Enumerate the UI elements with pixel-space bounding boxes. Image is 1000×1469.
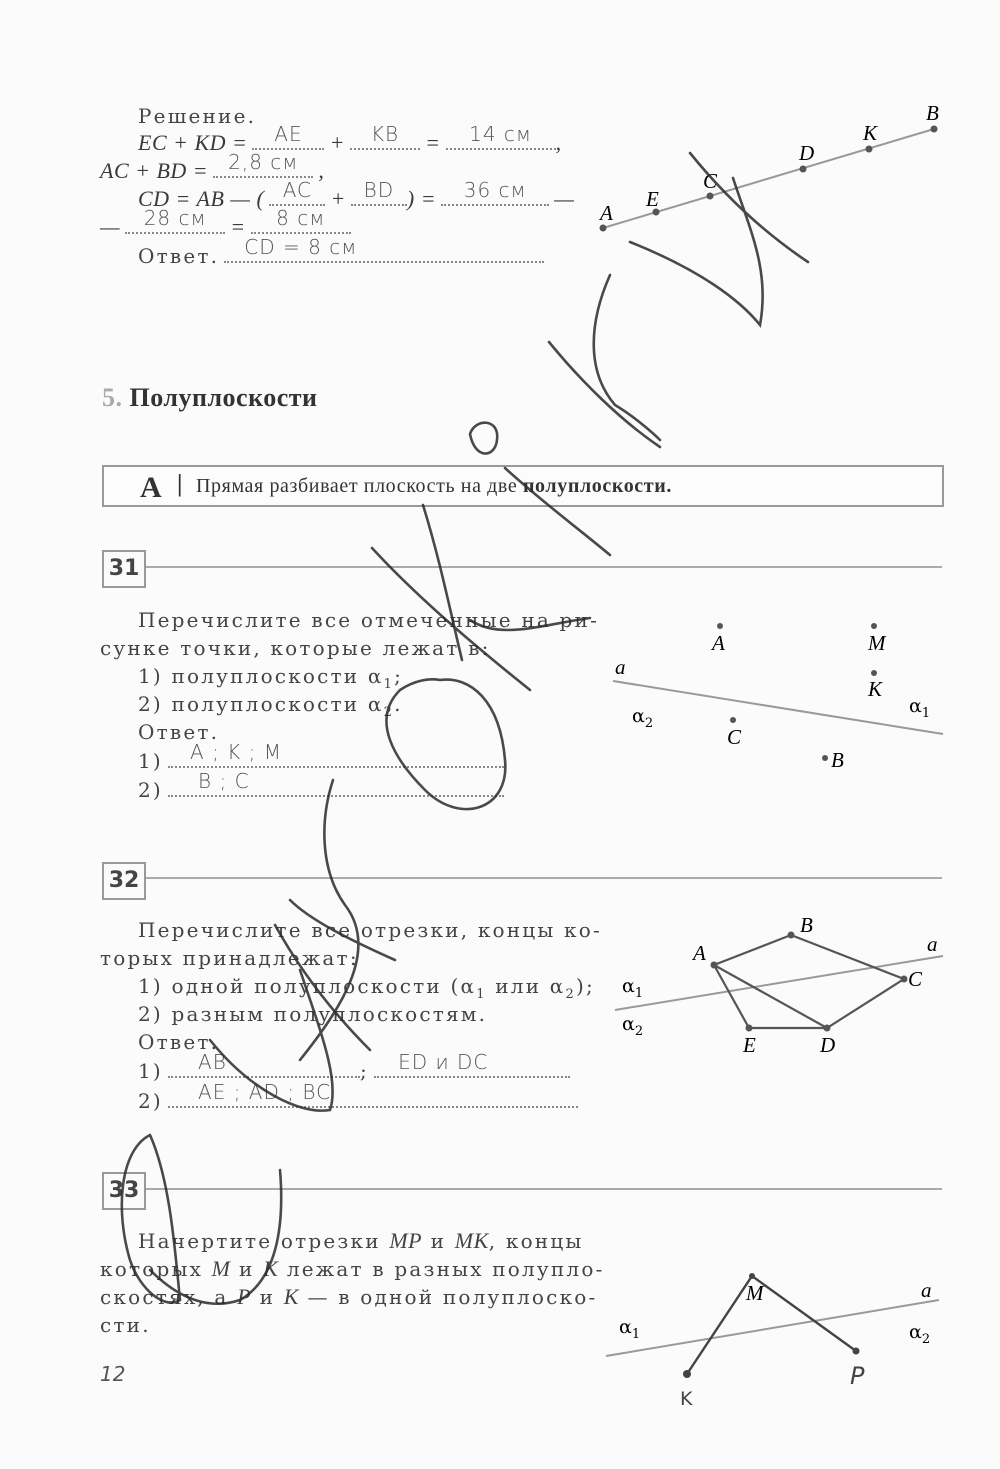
point-label: K — [868, 677, 883, 701]
point-label: B — [800, 913, 813, 937]
point-label: A — [693, 941, 706, 965]
answer-number: 1) — [138, 749, 163, 773]
scribble-stroke — [505, 468, 610, 555]
line-label: a — [921, 1278, 932, 1302]
exercise-number: 33 — [102, 1172, 146, 1210]
point — [931, 126, 938, 133]
expr: CD = AB — ( — [138, 186, 265, 211]
math: K — [263, 1256, 279, 1281]
alpha1-label — [909, 695, 930, 721]
point-k — [683, 1370, 691, 1378]
subscript: 2 — [921, 1332, 931, 1347]
punct: , — [555, 130, 562, 155]
line-a — [613, 681, 943, 734]
scribble-letter-o — [470, 423, 497, 454]
text: лежат в разных полупло- — [278, 1257, 605, 1281]
point-m — [871, 623, 877, 629]
point-label: A — [600, 201, 613, 225]
operator: = — [425, 130, 441, 155]
text: — в одной полуплоско- — [298, 1285, 598, 1309]
subscript: 2 — [644, 716, 654, 731]
exercise-number: 31 — [102, 550, 146, 588]
alpha: α — [909, 695, 922, 717]
scribble-stroke — [594, 275, 660, 440]
punct: ); — [576, 974, 595, 998]
point-d — [824, 1025, 831, 1032]
handwritten-answer: CD = 8 см — [244, 235, 358, 259]
point — [800, 166, 807, 173]
point-label: E — [646, 187, 659, 211]
text: скостях, а — [100, 1285, 238, 1309]
exercise-item: 2) разным полуплоскостям. — [138, 1002, 488, 1026]
point-label: D — [799, 141, 815, 165]
scribble-stroke — [423, 505, 462, 660]
handwritten-point-label: P — [850, 1362, 865, 1390]
point-b — [822, 755, 828, 761]
scribble-stroke — [290, 900, 395, 960]
line-label: a — [615, 655, 626, 679]
handwritten-answer: AE — [274, 122, 303, 146]
alpha: α — [622, 1013, 635, 1035]
drawn-segments — [687, 1276, 856, 1374]
item-text: 1) одной полуплоскости (α — [138, 974, 477, 998]
exercise-text: сунке точки, которые лежат в: — [100, 636, 491, 660]
point-label: D — [820, 1033, 836, 1057]
point-label: M — [746, 1281, 764, 1305]
alpha1-label — [619, 1316, 640, 1342]
subscript: 1 — [631, 1327, 641, 1342]
text: , концы — [488, 1229, 584, 1253]
point — [600, 225, 607, 232]
punct: ; — [360, 1059, 369, 1083]
rule-letter: A — [140, 471, 162, 504]
point — [866, 146, 873, 153]
math: MP — [389, 1228, 423, 1253]
subscript: 2 — [565, 987, 576, 1002]
handwritten-answer: A ; K ; M — [190, 740, 282, 764]
point-m — [749, 1273, 755, 1279]
handwritten-answer: AC — [282, 178, 313, 202]
scribble-stroke — [300, 780, 358, 1060]
point-label: K — [863, 121, 878, 145]
exercise-text: Перечислите все отрезки, концы ко- — [138, 918, 602, 942]
point — [707, 193, 714, 200]
operator: + — [329, 130, 345, 155]
operator: = — [230, 214, 246, 239]
item-text: 1) полуплоскости α — [138, 664, 384, 688]
handwritten-answer: B ; C — [198, 769, 250, 793]
point-b — [788, 932, 795, 939]
handwritten-answer: 14 см — [469, 122, 532, 146]
handwritten-answer: AE ; AD ; BC — [198, 1080, 332, 1104]
handwritten-answer: 8 см — [276, 206, 326, 230]
answer-label: Ответ. — [138, 244, 220, 268]
rule-text-bold: полуплоскости. — [522, 475, 672, 497]
answer-label: Ответ. — [138, 1030, 220, 1054]
operator: + — [330, 186, 346, 211]
alpha2-label — [909, 1321, 930, 1347]
expr: EC + KD = — [138, 130, 248, 155]
point-label: C — [727, 725, 742, 749]
subscript: 2 — [383, 705, 395, 720]
math: M — [211, 1256, 231, 1281]
text: и — [251, 1285, 284, 1309]
punct: ; — [394, 664, 404, 688]
handwritten-point-label: K — [680, 1388, 693, 1410]
subscript: 1 — [383, 677, 395, 692]
expr: AC + BD = — [100, 158, 209, 183]
punct: . — [394, 692, 403, 716]
subscript: 1 — [634, 986, 644, 1001]
solution-heading: Решение. — [138, 104, 257, 128]
exercise-text: торых принадлежат: — [100, 946, 359, 970]
pencil-watermark-scribble — [122, 153, 808, 1304]
punct: , — [318, 158, 325, 183]
scribble-oval — [383, 677, 505, 809]
subscript: 1 — [921, 706, 931, 721]
figure-31 — [613, 623, 943, 761]
alpha: α — [909, 1321, 922, 1343]
point-label: M — [868, 631, 886, 655]
polygon — [714, 935, 904, 1028]
exercise-text: сти. — [100, 1313, 151, 1337]
alpha: α — [619, 1316, 632, 1338]
item-text: 2) полуплоскости α — [138, 692, 384, 716]
item-text: или α — [486, 974, 566, 998]
rule-separator: | — [176, 472, 184, 497]
answer-number: 1) — [138, 1059, 163, 1083]
point-label: C — [703, 169, 718, 193]
alpha: α — [632, 705, 645, 727]
handwritten-answer: 2,8 см — [228, 150, 299, 174]
handwritten-answer: ED и DC — [398, 1050, 489, 1074]
handwritten-answer: KB — [370, 122, 400, 146]
segment-line — [603, 129, 934, 228]
figure-33 — [606, 1273, 939, 1378]
dash: — — [554, 186, 575, 211]
point-k — [871, 670, 877, 676]
figure-32 — [615, 932, 943, 1032]
subscript: 1 — [476, 987, 487, 1002]
exercise-text: Перечислите все отмеченные на ри- — [138, 608, 600, 632]
handwritten-answer: AB — [198, 1050, 227, 1074]
scribble-stroke — [549, 342, 660, 447]
text: Начертите отрезки — [138, 1229, 390, 1253]
alpha2-label — [622, 1013, 643, 1039]
line-a — [606, 1300, 939, 1356]
point-label: B — [926, 101, 939, 125]
point-a — [717, 623, 723, 629]
answer-number: 2) — [138, 1089, 163, 1113]
handwritten-answer: 28 см — [143, 206, 207, 230]
scribble-stroke — [122, 1135, 180, 1303]
scribble-stroke — [372, 548, 530, 690]
math: P — [237, 1284, 252, 1309]
alpha1-label — [622, 975, 643, 1001]
text: и — [422, 1229, 455, 1253]
point-label: A — [712, 631, 725, 655]
rule-text-normal: Прямая разбивает плоскость на две — [196, 475, 523, 497]
line-label: a — [927, 932, 938, 956]
math: MK — [454, 1228, 489, 1253]
subscript: 2 — [634, 1024, 644, 1039]
handwritten-answer: 36 см — [463, 178, 527, 202]
point-c — [730, 717, 736, 723]
exercise-number: 32 — [102, 862, 146, 900]
figure-segment-ab — [600, 126, 938, 232]
section-title: Полуплоскости — [129, 383, 318, 412]
alpha: α — [622, 975, 635, 997]
answer-number: 2) — [138, 778, 163, 802]
expr: ) = — [406, 186, 437, 211]
point-label: C — [908, 967, 923, 991]
point-a — [711, 962, 718, 969]
point-c — [901, 976, 908, 983]
text: которых — [100, 1257, 212, 1281]
handwritten-answer: BD — [363, 178, 395, 202]
point-label: B — [831, 748, 844, 772]
scribble-stroke — [470, 618, 590, 630]
math: K — [283, 1284, 299, 1309]
point-label: E — [743, 1033, 756, 1057]
alpha2-label — [632, 705, 653, 731]
dash: — — [100, 214, 121, 239]
point-e — [746, 1025, 753, 1032]
point-p — [853, 1348, 860, 1355]
text: и — [230, 1257, 264, 1281]
answer-label: Ответ. — [138, 720, 220, 744]
section-number: 5. — [102, 383, 123, 412]
page-number: 12 — [100, 1362, 126, 1386]
scribble-stroke — [150, 1170, 281, 1304]
